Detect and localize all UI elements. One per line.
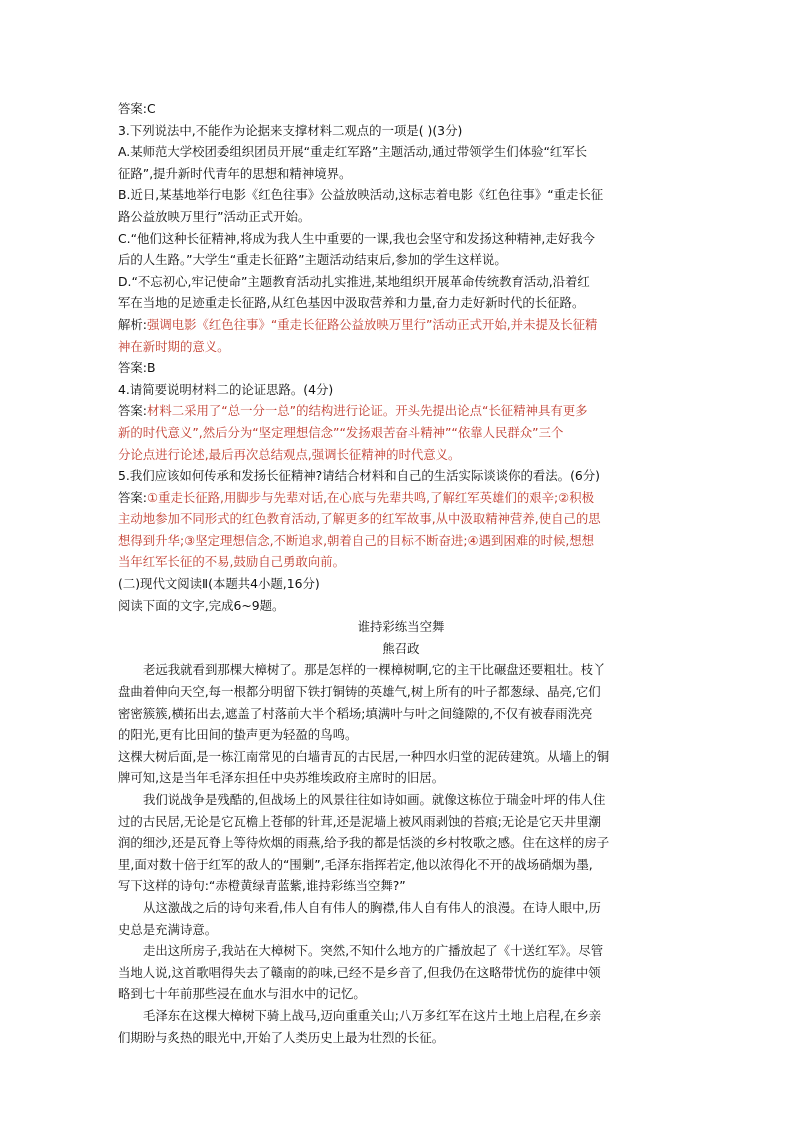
answer-5-line-3: 想得到升华;③坚定理想信念,不断追求,朝着自己的目标不断奋进;④遇到困难的时候,想想 bbox=[118, 532, 595, 548]
paragraph-1-line: 老远我就看到那棵大樟树了。那是怎样的一棵樟树啊,它的主干比碾盘还要粗壮。枝丫 bbox=[143, 662, 606, 678]
paragraph-3-line: 过的古民居,无论是它瓦檐上苍郁的针茸,还是泥墙上被风雨剥蚀的苔痕;无论是它天井里潮 bbox=[118, 813, 601, 829]
article-title: 谁持彩练当空舞 bbox=[357, 619, 445, 635]
option-a-line-2: 征路”,提升新时代青年的思想和精神境界。 bbox=[118, 165, 352, 181]
explanation-label: 解析: bbox=[118, 316, 147, 332]
option-b-line-1: B.近日,某基地举行电影《红色往事》公益放映活动,这标志着电影《红色往事》“重走长征 bbox=[118, 187, 604, 203]
question-5-stem: 5.我们应该如何传承和发扬长征精神?请结合材料和自己的生活实际谈谈你的看法。(6分) bbox=[118, 468, 601, 484]
paragraph-5-line: 当地人说,这首歌唱得失去了赣南的韵味,已经不是乡音了,但我仍在这略带忧伤的旋律中领 bbox=[118, 964, 601, 980]
section-heading: (二)现代文阅读Ⅱ(本题共4小题,16分) bbox=[118, 576, 320, 592]
paragraph-6-line: 毛泽东在这棵大樟树下骑上战马,迈向重重关山;八万多红军在这片土地上启程,在乡亲 bbox=[143, 1007, 602, 1023]
paragraph-5-line: 走出这所房子,我站在大樟树下。突然,不知什么地方的广播放起了《十送红军》。尽管 bbox=[143, 943, 604, 959]
paragraph-2-line: 牌可知,这是当年毛泽东担任中央苏维埃政府主席时的旧居。 bbox=[118, 770, 445, 786]
paragraph-6-line: 们期盼与炙热的眼光中,开始了人类历史上最为壮烈的长征。 bbox=[118, 1029, 445, 1045]
option-c-line-1: C.“他们这种长征精神,将成为我人生中重要的一课,我也会坚守和发扬这种精神,走好我今 bbox=[118, 230, 595, 246]
article-author: 熊召政 bbox=[382, 640, 420, 656]
paragraph-4-line: 从这激战之后的诗句来看,伟人自有伟人的胸襟,伟人自有伟人的浪漫。在诗人眼中,历 bbox=[143, 899, 601, 915]
answer-label: 答案: bbox=[118, 403, 147, 419]
option-a-line-1: A.某师范大学校团委组织团员开展“重走红军路”主题活动,通过带领学生们体验“红军长 bbox=[118, 144, 588, 160]
answer-5-line-2: 主动地参加不同形式的红色教育活动,了解更多的红军故事,从中汲取精神营养,使自己的思 bbox=[118, 511, 601, 527]
paragraph-5-line: 略到七十年前那些浸在血水与泪水中的记忆。 bbox=[118, 986, 366, 1002]
document-page bbox=[118, 98, 684, 1048]
answer-label: 答案: bbox=[118, 489, 147, 505]
paragraph-3-line: 我们说战争是残酷的,但战场上的风景往往如诗如画。就像这栋位于瑞金叶坪的伟人住 bbox=[143, 792, 606, 807]
paragraph-4-line: 史总是充满诗意。 bbox=[118, 921, 218, 937]
answer-4-line-2: 新的时代意义”,然后分为“坚定理想信念”“发扬艰苦奋斗精神”“依靠人民群众”三个 bbox=[118, 424, 564, 440]
answer-4-line-1 bbox=[118, 400, 684, 422]
explanation-line-2: 神在新时期的意义。 bbox=[118, 338, 230, 354]
explanation-text: 强调电影《红色往事》“重走长征路公益放映万里行”活动正式开始,并未提及长征精 bbox=[146, 316, 598, 332]
paragraph-1-line: 的阳光,更有比田间的蛰声更为轻盈的鸟鸣。 bbox=[118, 727, 358, 743]
answer-line: 答案:B bbox=[118, 360, 156, 376]
answer-line: 答案:C bbox=[118, 101, 156, 116]
answer-5-line-1 bbox=[118, 487, 684, 509]
answer-text: 材料二采用了“总一分一总”的结构进行论证。开头先提出论点“长征精神具有更多 bbox=[146, 403, 588, 419]
paragraph-3-line: 里,面对数十倍于红军的敌人的“围剿”,毛泽东指挥若定,他以浓得化不开的战场硝烟为墨, bbox=[118, 856, 593, 872]
option-d-line-2: 军在当地的足迹重走长征路,从红色基因中汲取营养和力量,奋力走好新时代的长征路。 bbox=[118, 295, 585, 311]
reading-instruction: 阅读下面的文字,完成6~9题。 bbox=[118, 597, 285, 613]
paragraph-1-line: 盘曲着伸向天空,每一根都分明留下铁打铜铸的英雄气,树上所有的叶子都葱绿、晶亮,它们 bbox=[118, 684, 601, 700]
option-b-line-2: 路公益放映万里行”活动正式开始。 bbox=[118, 208, 311, 224]
paragraph-3-line: 写下这样的诗句:“赤橙黄绿青蓝紫,谁持彩练当空舞?” bbox=[118, 878, 406, 894]
option-c-line-2: 后的人生路。”大学生“重走长征路”主题活动结束后,参加的学生这样说。 bbox=[118, 252, 507, 268]
answer-5-line-4: 当年红军长征的不易,鼓励自己勇敢向前。 bbox=[118, 554, 345, 570]
question-3-stem: 3.下列说法中,不能作为论据来支撑材料二观点的一项是( )(3分) bbox=[118, 122, 463, 138]
answer-text: ①重走长征路,用脚步与先辈对话,在心底与先辈共鸣,了解红军英雄们的艰辛;②积极 bbox=[146, 489, 595, 505]
option-d-line-1: D.“不忘初心,牢记使命”主题教育活动扎实推进,某地组织开展革命传统教育活动,沿着红 bbox=[118, 273, 590, 289]
explanation-line-1 bbox=[118, 314, 684, 336]
question-4-stem: 4.请简要说明材料二的论证思路。(4分) bbox=[118, 381, 334, 397]
paragraph-2-line: 这棵大树后面,是一栋江南常见的白墙青瓦的古民居,一种四水归堂的泥砖建筑。从墙上的铜 bbox=[118, 748, 610, 764]
paragraph-3-line: 润的细沙,还是瓦脊上等待炊烟的雨燕,给予我的都是恬淡的乡村牧歌之感。住在这样的房子 bbox=[118, 835, 610, 851]
paragraph-1-line: 密密簇簇,横拓出去,遮盖了村落前大半个稻场;填满叶与叶之间缝隙的,不仅有被春雨洗亮 bbox=[118, 705, 593, 721]
answer-4-line-3: 分论点进行论述,最后再次总结观点,强调长征精神的时代意义。 bbox=[118, 446, 461, 462]
